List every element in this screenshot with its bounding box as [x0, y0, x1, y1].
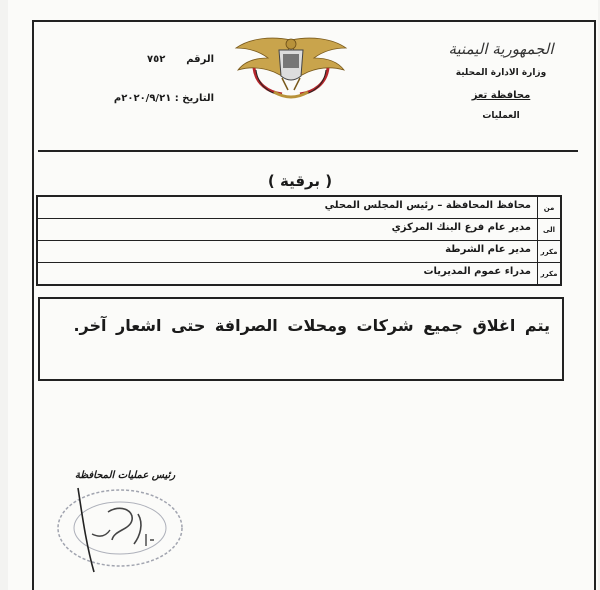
reference-date: [84, 93, 214, 104]
routing-value: مدراء عموم المديريات: [423, 266, 531, 277]
routing-value: محافظ المحافظة – رئيس المجلس المحلي: [324, 200, 531, 211]
date-value: ٢٠٢٠/٩/٢١م: [113, 93, 172, 104]
routing-value: مدير عام فرع البنك المركزي: [391, 222, 531, 233]
reference-block: [84, 54, 214, 132]
routing-row: [38, 263, 560, 284]
republic-name: الجمهورية اليمنية: [448, 40, 554, 58]
operations-dept: العمليات: [482, 111, 520, 121]
page-border-top: [32, 20, 594, 22]
letterhead-right: [426, 40, 576, 121]
routing-table: [36, 195, 562, 286]
page-border-left: [32, 20, 34, 590]
document-title: ( برقية ): [267, 172, 333, 190]
ministry-name: وزارة الادارة المحلية: [455, 68, 547, 78]
routing-value: مدير عام الشرطة: [445, 244, 531, 255]
yemen-eagle-emblem-icon: [232, 32, 350, 104]
routing-row: [38, 219, 560, 241]
header-divider: [38, 150, 578, 152]
reference-number: [84, 54, 214, 65]
routing-row: [38, 241, 560, 263]
number-value: ٧٥٢: [147, 54, 166, 65]
routing-label: مكرر: [537, 263, 560, 284]
page-border-right: [594, 20, 596, 590]
routing-label: مكرر: [537, 241, 560, 262]
date-label: التاريخ :: [174, 93, 214, 104]
signer-title: رئيس عمليات المحافظة: [74, 470, 176, 481]
routing-row: [38, 197, 560, 219]
official-stamp-icon: [48, 484, 188, 574]
routing-label: الى: [537, 219, 560, 240]
governorate-name: محافظة تعز: [471, 90, 531, 101]
message-text: يتم اغلاق جميع شركات ومحلات الصرافة حتى اشعار آخر.: [73, 316, 550, 335]
message-box: [38, 297, 564, 381]
routing-label: من: [537, 197, 560, 218]
number-label: الرقم: [186, 54, 214, 65]
